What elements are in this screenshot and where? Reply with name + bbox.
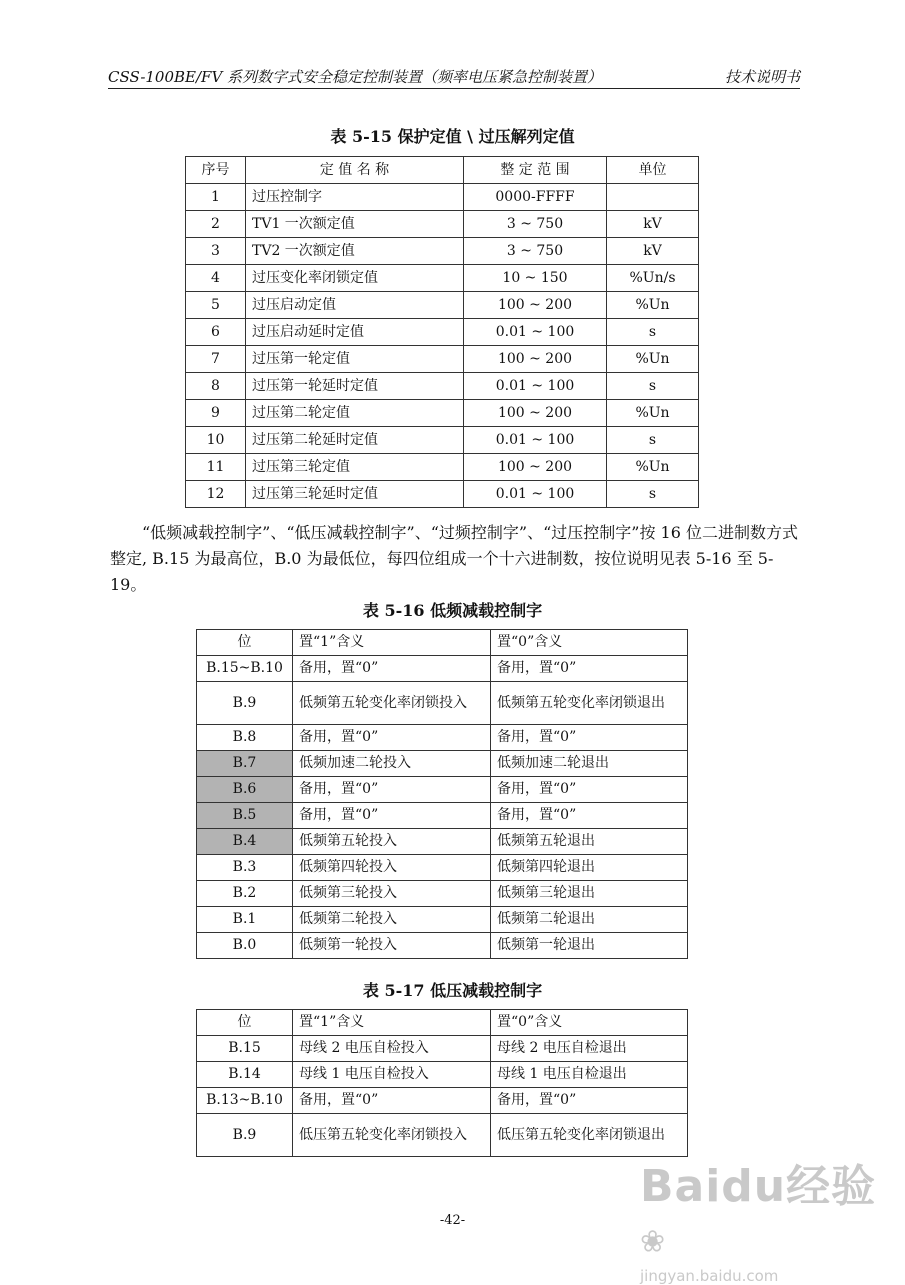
row-cell: 低压第五轮变化率闭锁退出 [491,1114,688,1157]
row-cell: kV [607,238,699,265]
table-row [186,292,699,319]
row-cell: B.3 [197,855,293,881]
row-cell: 11 [186,454,246,481]
table-row [197,656,688,682]
table-row [197,881,688,907]
row-cell: 9 [186,400,246,427]
row-cell: 100 ~ 200 [464,400,607,427]
table-row [197,725,688,751]
row-cell: 低频第一轮投入 [293,933,491,959]
row-cell: B.15~B.10 [197,656,293,682]
table15-caption: 表 5-15 保护定值 \ 过压解列定值 [330,127,575,146]
row-cell: 过压第二轮延时定值 [246,427,464,454]
table-row [197,1114,688,1157]
row-cell: 备用，置“0” [293,777,491,803]
header-cell: 序号 [186,157,246,184]
row-cell: 100 ~ 200 [464,292,607,319]
table-row [186,427,699,454]
row-cell: 过压启动延时定值 [246,319,464,346]
row-cell: 8 [186,373,246,400]
row-cell: B.9 [197,682,293,725]
table-row [186,238,699,265]
row-cell: 10 ~ 150 [464,265,607,292]
table-row [197,777,688,803]
row-cell: B.15 [197,1036,293,1062]
table-row [186,211,699,238]
row-cell: 备用，置“0” [293,1088,491,1114]
row-cell: %Un/s [607,265,699,292]
row-cell: 7 [186,346,246,373]
row-cell: B.1 [197,907,293,933]
row-cell: B.9 [197,1114,293,1157]
row-cell: 低频第二轮投入 [293,907,491,933]
row-cell: 低压第五轮变化率闭锁投入 [293,1114,491,1157]
row-cell [607,184,699,211]
table-header-row [197,630,688,656]
row-cell: B.2 [197,881,293,907]
row-cell: 低频第五轮变化率闭锁投入 [293,682,491,725]
row-cell: 母线 2 电压自检退出 [491,1036,688,1062]
header-title: CSS-100BE/FV 系列数字式安全稳定控制装置（频率电压紧急控制装置） [108,68,603,86]
row-cell: B.7 [197,751,293,777]
table-row [186,346,699,373]
table-row [186,481,699,508]
row-cell: 母线 2 电压自检投入 [293,1036,491,1062]
header-cell: 单位 [607,157,699,184]
header-cell: 整 定 范 围 [464,157,607,184]
row-cell: 备用，置“0” [491,777,688,803]
row-cell: 1 [186,184,246,211]
row-cell: 母线 1 电压自检退出 [491,1062,688,1088]
table-row [186,454,699,481]
table16-caption: 表 5-16 低频减载控制字 [362,601,543,620]
row-cell: 低频第三轮退出 [491,881,688,907]
row-cell: 3 ~ 750 [464,238,607,265]
table-row [197,1036,688,1062]
row-cell: B.6 [197,777,293,803]
table-row [197,1088,688,1114]
row-cell: B.5 [197,803,293,829]
table-row [186,265,699,292]
paw-icon: ❀ [640,1224,667,1260]
row-cell: 0000-FFFF [464,184,607,211]
row-cell: 备用，置“0” [293,803,491,829]
body-paragraph: “低频减载控制字”、“低压减载控制字”、“过频控制字”、“过压控制字”按 16 位二进制数方式整定, B.15 为最高位，B.0 为最低位，每四位组成一个十六进制数，按位说明见表 5-16 至 5-19。 [110,523,798,594]
page-number: -42- [439,1213,466,1228]
row-cell: 备用，置“0” [293,725,491,751]
table-row [197,933,688,959]
header-cell: 置“0”含义 [491,1010,688,1036]
table16 [196,629,688,959]
table17-caption: 表 5-17 低压减载控制字 [362,981,543,1000]
row-cell: B.0 [197,933,293,959]
table-row [197,855,688,881]
row-cell: 过压第一轮定值 [246,346,464,373]
row-cell: %Un [607,346,699,373]
row-cell: 0.01 ~ 100 [464,427,607,454]
row-cell: 低频第五轮退出 [491,829,688,855]
row-cell: B.13~B.10 [197,1088,293,1114]
table-row [186,319,699,346]
table-row [186,400,699,427]
row-cell: 过压启动定值 [246,292,464,319]
row-cell: 过压第一轮延时定值 [246,373,464,400]
row-cell: 备用，置“0” [293,656,491,682]
row-cell: 母线 1 电压自检投入 [293,1062,491,1088]
row-cell: 3 [186,238,246,265]
row-cell: 0.01 ~ 100 [464,319,607,346]
row-cell: s [607,373,699,400]
row-cell: 低频第五轮变化率闭锁退出 [491,682,688,725]
watermark [640,1150,905,1285]
row-cell: 低频加速二轮退出 [491,751,688,777]
row-cell: %Un [607,292,699,319]
row-cell: 低频第四轮退出 [491,855,688,881]
row-cell: 100 ~ 200 [464,346,607,373]
row-cell: s [607,319,699,346]
watermark-url: jingyan.baidu.com [640,1267,779,1285]
row-cell: s [607,481,699,508]
table17 [196,1009,688,1157]
watermark-logo: Baidu经验 ❀ [640,1161,877,1260]
row-cell: 备用，置“0” [491,725,688,751]
row-cell: B.14 [197,1062,293,1088]
table15 [185,156,699,508]
row-cell: 低频第二轮退出 [491,907,688,933]
row-cell: 过压第二轮定值 [246,400,464,427]
row-cell: 3 ~ 750 [464,211,607,238]
table-row [197,1062,688,1088]
row-cell: 12 [186,481,246,508]
row-cell: 过压第三轮定值 [246,454,464,481]
header-cell: 置“0”含义 [491,630,688,656]
row-cell: 0.01 ~ 100 [464,373,607,400]
row-cell: %Un [607,454,699,481]
table-header-row [186,157,699,184]
row-cell: 100 ~ 200 [464,454,607,481]
row-cell: 低频加速二轮投入 [293,751,491,777]
row-cell: %Un [607,400,699,427]
table-row [197,907,688,933]
table-row [197,751,688,777]
page-header [108,66,800,89]
row-cell: 低频第四轮投入 [293,855,491,881]
row-cell: 过压控制字 [246,184,464,211]
header-cell: 位 [197,630,293,656]
table-row [197,682,688,725]
header-right: 技术说明书 [724,68,800,86]
table-row [186,184,699,211]
row-cell: 备用，置“0” [491,656,688,682]
row-cell: TV1 一次额定值 [246,211,464,238]
row-cell: 10 [186,427,246,454]
table-header-row [197,1010,688,1036]
row-cell: 过压第三轮延时定值 [246,481,464,508]
row-cell: s [607,427,699,454]
row-cell: 过压变化率闭锁定值 [246,265,464,292]
row-cell: B.4 [197,829,293,855]
row-cell: 6 [186,319,246,346]
row-cell: 备用，置“0” [491,803,688,829]
row-cell: 0.01 ~ 100 [464,481,607,508]
header-cell: 位 [197,1010,293,1036]
row-cell: 低频第三轮投入 [293,881,491,907]
header-cell: 定 值 名 称 [246,157,464,184]
row-cell: 4 [186,265,246,292]
row-cell: 低频第五轮投入 [293,829,491,855]
row-cell: B.8 [197,725,293,751]
table-row [197,829,688,855]
row-cell: 2 [186,211,246,238]
row-cell: 低频第一轮退出 [491,933,688,959]
table-row [197,803,688,829]
row-cell: 5 [186,292,246,319]
row-cell: 备用，置“0” [491,1088,688,1114]
row-cell: kV [607,211,699,238]
table-row [186,373,699,400]
row-cell: TV2 一次额定值 [246,238,464,265]
header-cell: 置“1”含义 [293,1010,491,1036]
header-cell: 置“1”含义 [293,630,491,656]
